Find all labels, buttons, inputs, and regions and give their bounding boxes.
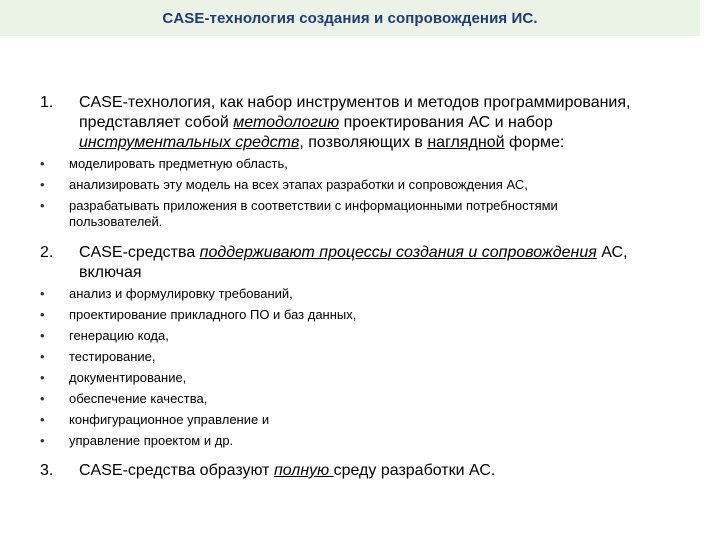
list-item-2 <box>40 243 680 283</box>
emphasis-support: поддерживают процессы создания и сопровождения <box>199 244 597 261</box>
text-run: форме: <box>504 134 565 151</box>
list-block-2 <box>40 243 680 449</box>
item-number: 3. <box>40 462 54 479</box>
bullet-item <box>40 156 649 172</box>
bullet-list-1 <box>40 156 680 230</box>
item-text <box>79 243 680 283</box>
slide-title: CASE-технология создания и сопровождения ИС. <box>162 9 538 27</box>
bullet-item <box>40 412 649 428</box>
bullet-text: анализировать эту модель на всех этапах разработки и сопровождения АС, <box>69 177 528 192</box>
bullet-text: генерацию кода, <box>69 328 169 343</box>
bullet-text: обеспечение качества, <box>69 391 208 406</box>
bullet-text: конфигурационное управление и <box>69 412 270 427</box>
bullet-icon: • <box>40 156 45 171</box>
bullet-item <box>40 198 649 230</box>
text-run: CASE-средства образуют <box>79 462 274 479</box>
list-block-1 <box>40 93 680 230</box>
bullet-item <box>40 328 649 344</box>
bullet-item <box>40 391 649 407</box>
bullet-icon: • <box>40 177 45 192</box>
bullet-item <box>40 433 649 449</box>
slide-content <box>40 93 680 481</box>
bullet-icon: • <box>40 349 45 364</box>
text-run: АС, включая <box>79 244 628 281</box>
emphasis-full: полную <box>273 462 334 479</box>
bullet-icon: • <box>40 412 45 427</box>
list-block-3 <box>40 461 680 481</box>
title-bar <box>0 0 700 36</box>
emphasis-methodology: методологию <box>233 114 340 131</box>
list-item-3 <box>40 461 680 481</box>
text-run: среду разработки АС. <box>333 462 496 479</box>
bullet-item <box>40 177 649 193</box>
bullet-icon: • <box>40 307 45 322</box>
bullet-item <box>40 370 649 386</box>
bullet-text: документирование, <box>69 370 187 385</box>
text-run: CASE-средства <box>79 244 200 261</box>
text-run: CASE-технология, как набор инструментов и методов программирования, представляет собой <box>79 94 631 131</box>
bullet-item <box>40 286 649 302</box>
bullet-icon: • <box>40 198 45 213</box>
bullet-icon: • <box>40 433 45 448</box>
text-run: проектирования АС и набор <box>339 114 553 131</box>
bullet-text: управление проектом и др. <box>69 433 234 448</box>
list-item-1 <box>40 93 680 153</box>
emphasis-visual: наглядной <box>427 134 505 151</box>
bullet-item <box>40 307 649 323</box>
bullet-text: проектирование прикладного ПО и баз данных, <box>69 307 357 322</box>
item-text <box>79 461 680 481</box>
bullet-text: анализ и формулировку требований, <box>69 286 293 301</box>
bullet-text: моделировать предметную область, <box>69 156 288 171</box>
item-number: 1. <box>40 94 54 111</box>
text-run: , позволяющих в <box>299 134 428 151</box>
bullet-list-2 <box>40 286 680 449</box>
bullet-text: разрабатывать приложения в соответствии с информационными потребностями пользователей. <box>69 198 558 229</box>
bullet-icon: • <box>40 328 45 343</box>
bullet-text: тестирование, <box>69 349 156 364</box>
item-number: 2. <box>40 244 54 261</box>
bullet-icon: • <box>40 370 45 385</box>
bullet-item <box>40 349 649 365</box>
item-text <box>79 93 680 153</box>
emphasis-tools: инструментальных средств <box>79 134 300 151</box>
bullet-icon: • <box>40 286 45 301</box>
bullet-icon: • <box>40 391 45 406</box>
